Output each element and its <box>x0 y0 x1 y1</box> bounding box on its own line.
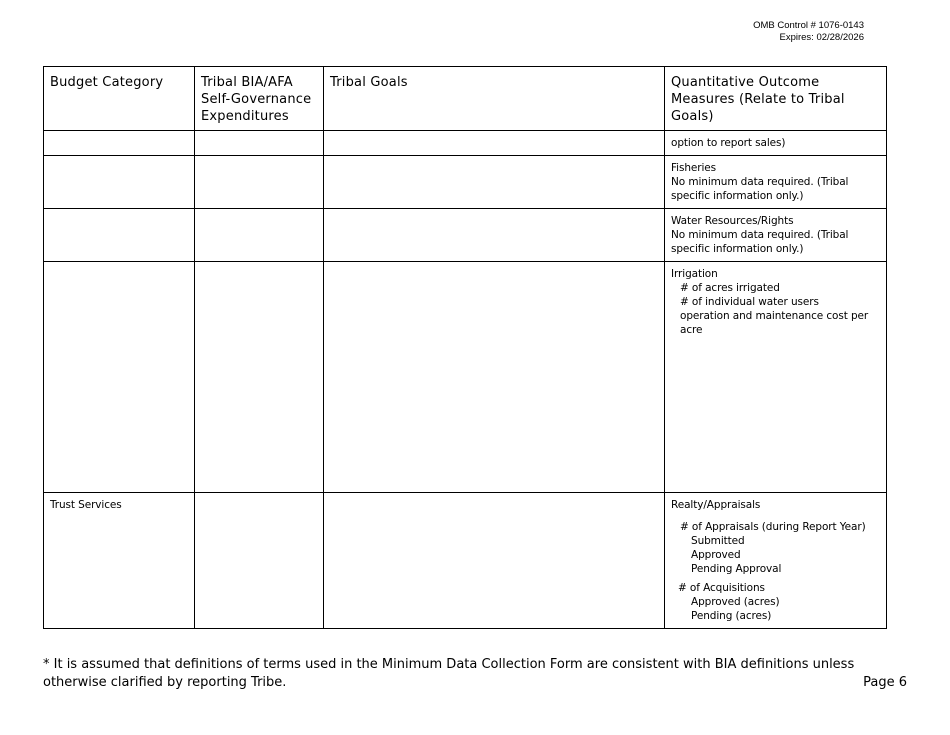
column-header-tribal-goals: Tribal Goals <box>324 67 665 131</box>
table-row <box>44 209 887 262</box>
table-row <box>44 493 887 629</box>
fisheries-note-line: No minimum data required. (Tribal <box>671 176 849 188</box>
budget-category-cell[interactable] <box>44 209 195 262</box>
budget-category-cell[interactable] <box>44 156 195 209</box>
appraisals-count-label: # of Appraisals (during Report Year) <box>680 521 866 533</box>
expenditures-cell[interactable] <box>195 262 324 493</box>
appraisals-item: Pending Approval <box>691 563 782 575</box>
expenditures-cell[interactable] <box>195 493 324 629</box>
outcome-measures-cell <box>665 262 887 493</box>
irrigation-measure-item: operation and maintenance cost per acre <box>680 310 869 336</box>
realty-appraisals-title: Realty/Appraisals <box>671 499 761 511</box>
page-number: Page 6 <box>863 675 907 690</box>
fisheries-note-line: specific information only.) <box>671 190 804 202</box>
outcome-measures-cell <box>665 156 887 209</box>
column-header-expenditures: Tribal BIA/AFA Self-Governance Expenditures <box>195 67 324 131</box>
acquisitions-count-label: # of Acquisitions <box>678 582 765 594</box>
fisheries-title: Fisheries <box>671 162 717 174</box>
outcome-measures-cell <box>665 493 887 629</box>
appraisals-item: Approved <box>691 549 741 561</box>
continued-measure-text: option to report sales) <box>671 137 786 149</box>
tribal-goals-cell[interactable] <box>324 131 665 156</box>
table-header-row <box>44 67 887 131</box>
water-resources-title: Water Resources/Rights <box>671 215 794 227</box>
outcome-measures-cell <box>665 209 887 262</box>
expenditures-cell[interactable] <box>195 131 324 156</box>
acquisitions-item: Pending (acres) <box>691 610 772 622</box>
outcome-measures-cell <box>665 131 887 156</box>
table-row <box>44 131 887 156</box>
column-header-outcome-measures: Quantitative Outcome Measures (Relate to Tribal Goals) <box>665 67 887 131</box>
tribal-goals-cell[interactable] <box>324 156 665 209</box>
tribal-goals-cell[interactable] <box>324 262 665 493</box>
omb-header <box>753 20 864 44</box>
tribal-goals-cell[interactable] <box>324 209 665 262</box>
minimum-data-table <box>43 66 887 629</box>
irrigation-title: Irrigation <box>671 268 718 280</box>
irrigation-measure-item: # of individual water users <box>680 296 819 308</box>
budget-category-cell <box>44 493 195 629</box>
definitions-footnote: * It is assumed that definitions of terms used in the Minimum Data Collection Form are consistent with BIA definitions unless otherwise clarified by reporting Tribe. <box>43 657 855 690</box>
appraisals-item: Submitted <box>691 535 745 547</box>
table-row <box>44 156 887 209</box>
expenditures-cell[interactable] <box>195 156 324 209</box>
water-resources-note-line: No minimum data required. (Tribal <box>671 229 849 241</box>
water-resources-note-line: specific information only.) <box>671 243 804 255</box>
expiration-date: Expires: 02/28/2026 <box>779 32 864 43</box>
expenditures-cell[interactable] <box>195 209 324 262</box>
acquisitions-item: Approved (acres) <box>691 596 780 608</box>
budget-category-cell[interactable] <box>44 262 195 493</box>
tribal-goals-cell[interactable] <box>324 493 665 629</box>
trust-services-label: Trust Services <box>50 499 122 511</box>
omb-control-number: OMB Control # 1076-0143 <box>753 20 864 31</box>
irrigation-measure-item: # of acres irrigated <box>680 282 780 294</box>
budget-category-cell[interactable] <box>44 131 195 156</box>
column-header-budget-category: Budget Category <box>44 67 195 131</box>
table-row <box>44 262 887 493</box>
